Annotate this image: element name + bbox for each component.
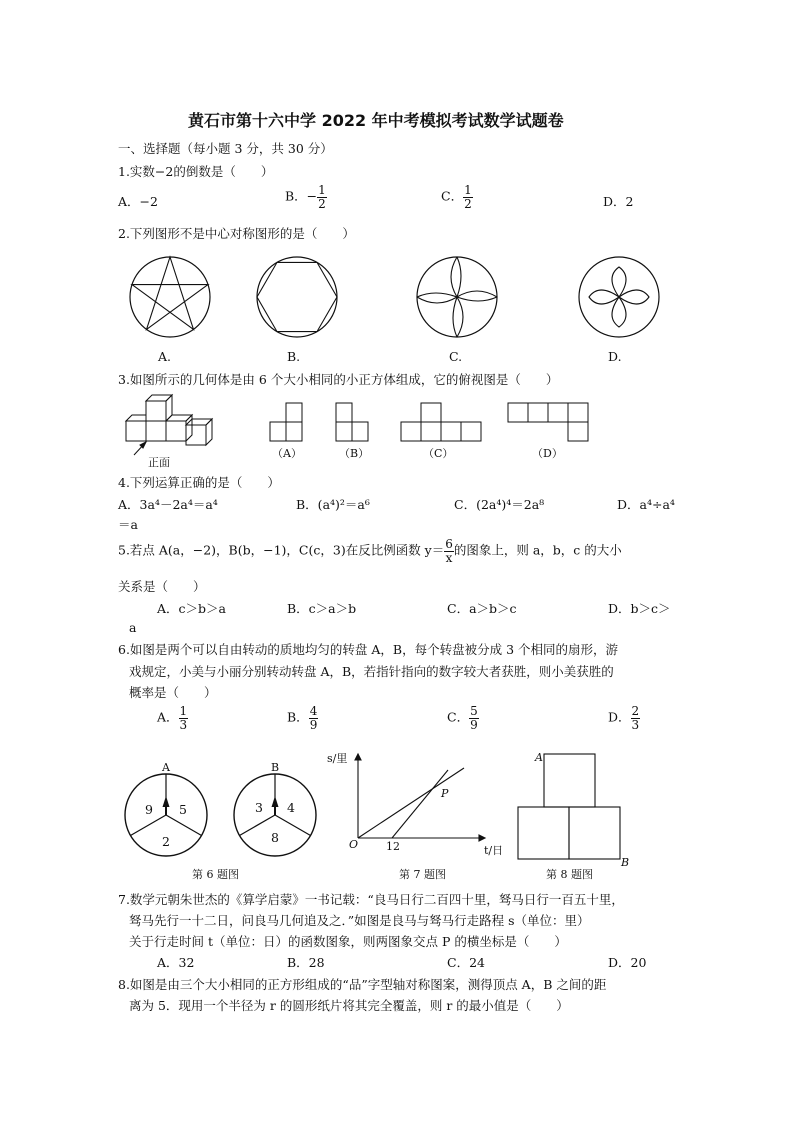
q1-c-numerator: 1	[464, 183, 472, 197]
q1-option-b-prefix: B．−	[285, 188, 318, 204]
q5-option-a[interactable]: A．c＞b＞a	[157, 601, 226, 616]
graph-point-label: P	[441, 787, 449, 800]
q5-frac-numerator: 6	[445, 537, 453, 551]
q6-line2: 戏规定，小美与小丽分别转动转盘 A，B，若指针指向的数字较大者获胜，则小美获胜的	[129, 664, 614, 679]
q7-line1: 7.数学元朝朱世杰的《算学启蒙》一书记载：“良马日行二百四十里，驽马日行一百五十里，	[118, 892, 624, 907]
spinner-b-number-left: 3	[255, 800, 263, 815]
q6-a-numerator: 1	[179, 704, 188, 718]
q6-option-a[interactable]	[157, 705, 188, 731]
q7-graph	[340, 750, 490, 855]
q2-label-a[interactable]: A.	[158, 349, 172, 364]
q1-stem: 1.实数−2的倒数是（ ）	[118, 164, 274, 179]
q3-option-b-view[interactable]	[334, 402, 374, 442]
q3-solid-figure	[124, 395, 224, 465]
q7-option-b[interactable]: B．28	[287, 955, 325, 970]
fig8-caption: 第 8 题图	[546, 868, 593, 881]
q2-label-b[interactable]: B.	[287, 349, 301, 364]
q5-option-c[interactable]: C．a＞b＞c	[447, 601, 517, 616]
q1-b-numerator: 1	[318, 183, 326, 197]
q3-label-b[interactable]: （B）	[339, 447, 370, 460]
q6-b-prefix: B．	[287, 709, 309, 725]
q6-line3: 概率是（ ）	[129, 685, 217, 700]
q3-option-c-view[interactable]	[399, 402, 483, 442]
q5-stem	[118, 538, 622, 564]
q2-label-d[interactable]: D.	[608, 349, 622, 364]
fig8-label-b: B	[621, 856, 630, 869]
q2-figure-a-pentagram	[128, 255, 212, 339]
graph-origin-label: O	[349, 838, 359, 851]
q5-option-d-continued: a	[129, 620, 137, 635]
q6-b-numerator: 4	[309, 704, 318, 718]
spinner-b	[232, 772, 318, 858]
q1-c-denominator: 2	[464, 196, 472, 211]
q3-label-c[interactable]: （C）	[423, 447, 454, 460]
fig8-label-a: A	[535, 751, 543, 764]
q5-stem-line2: 关系是（ ）	[118, 579, 206, 594]
q2-stem: 2.下列图形不是中心对称图形的是（ ）	[118, 226, 355, 241]
q3-option-a-view[interactable]	[268, 402, 318, 442]
q6-c-numerator: 5	[470, 704, 478, 718]
q8-line2: 离为 5．现用一个半径为 r 的圆形纸片将其完全覆盖，则 r 的最小值是（ ）	[129, 998, 569, 1013]
q6-option-c[interactable]	[447, 705, 479, 731]
spinner-a-label: A	[162, 761, 170, 774]
q2-figure-b-hexagon	[255, 255, 339, 339]
q5-option-d[interactable]: D．b＞c＞	[608, 601, 671, 616]
q5-frac-denominator: x	[445, 550, 453, 565]
q2-label-c[interactable]: C.	[449, 349, 463, 364]
q4-stem: 4.下列运算正确的是（ ）	[118, 475, 280, 490]
q7-option-c[interactable]: C．24	[447, 955, 485, 970]
q2-figure-c-pinwheel	[415, 255, 499, 339]
q6-c-denominator: 9	[470, 717, 478, 732]
q4-option-c[interactable]: C．(2a⁴)⁴＝2a⁸	[454, 497, 545, 512]
spinner-b-number-right: 4	[287, 800, 295, 815]
q1-option-a[interactable]: A．−2	[118, 194, 158, 209]
q3-stem: 3.如图所示的几何体是由 6 个大小相同的小正方体组成，它的俯视图是（ ）	[118, 372, 559, 387]
q5-option-b[interactable]: B．c＞a＞b	[287, 601, 357, 616]
q4-option-d[interactable]: D．a⁴÷a⁴	[617, 497, 675, 512]
q1-option-c-prefix: C．	[441, 188, 464, 204]
spinner-b-label: B	[271, 761, 280, 774]
q3-front-label: 正面	[148, 456, 170, 469]
q6-d-denominator: 3	[631, 717, 640, 732]
q3-label-d[interactable]: （D）	[532, 447, 563, 460]
spinner-a-number-bottom: 2	[162, 834, 170, 849]
q2-figure-d-flower	[577, 255, 661, 339]
q1-option-d[interactable]: D．2	[603, 194, 634, 209]
q7-option-d[interactable]: D．20	[608, 955, 647, 970]
q1-option-b[interactable]	[285, 184, 327, 210]
q6-a-denominator: 3	[179, 717, 188, 732]
q7-line3: 关于行走时间 t（单位：日）的函数图象，则两图象交点 P 的横坐标是（ ）	[129, 934, 567, 949]
q7-option-a[interactable]: A．32	[157, 955, 195, 970]
fig7-caption: 第 7 题图	[399, 868, 446, 881]
q8-pin-figure	[514, 753, 624, 861]
q6-b-denominator: 9	[309, 717, 318, 732]
q6-d-numerator: 2	[631, 704, 640, 718]
q6-c-prefix: C．	[447, 709, 470, 725]
q3-option-d-view[interactable]	[506, 402, 590, 442]
q3-label-a[interactable]: （A）	[272, 447, 302, 460]
spinner-a-number-left: 9	[145, 802, 153, 817]
q4-option-d-continued: ＝a	[118, 517, 138, 532]
q4-option-b[interactable]: B．(a⁴)²＝a⁶	[296, 497, 370, 512]
q7-line2: 驽马先行一十二日，问良马几何追及之．”如图是良马与驽马行走路程 s（单位：里）	[129, 913, 590, 928]
q6-d-prefix: D．	[608, 709, 631, 725]
q6-line1: 6.如图是两个可以自由转动的质地均匀的转盘 A，B，每个转盘被分成 3 个相同的扇形，游	[118, 642, 619, 657]
q4-option-a[interactable]: A．3a⁴－2a⁴＝a⁴	[118, 497, 218, 512]
graph-y-label: s/里	[327, 752, 348, 765]
q1-b-denominator: 2	[318, 196, 326, 211]
spinner-a-number-right: 5	[179, 802, 187, 817]
section-heading: 一、选择题（每小题 3 分，共 30 分）	[118, 141, 333, 156]
q8-line1: 8.如图是由三个大小相同的正方形组成的“品”字型轴对称图案，测得顶点 A，B 之间的距	[118, 977, 607, 992]
q5-stem-post: 的图象上，则 a，b，c 的大小	[453, 542, 622, 558]
q6-a-prefix: A．	[157, 709, 179, 725]
q6-option-d[interactable]	[608, 705, 640, 731]
q6-option-b[interactable]	[287, 705, 318, 731]
q5-stem-pre: 5.若点 A(a，−2)，B(b，−1)，C(c，3)在反比例函数 y＝	[118, 542, 445, 558]
spinner-b-number-bottom: 8	[271, 830, 279, 845]
q1-option-c[interactable]	[441, 184, 473, 210]
fig6-caption: 第 6 题图	[192, 868, 239, 881]
graph-tick-label: 12	[386, 840, 400, 853]
page-title: 黄石市第十六中学 2022 年中考模拟考试数学试题卷	[188, 111, 564, 130]
graph-x-label: t/日	[484, 844, 504, 857]
